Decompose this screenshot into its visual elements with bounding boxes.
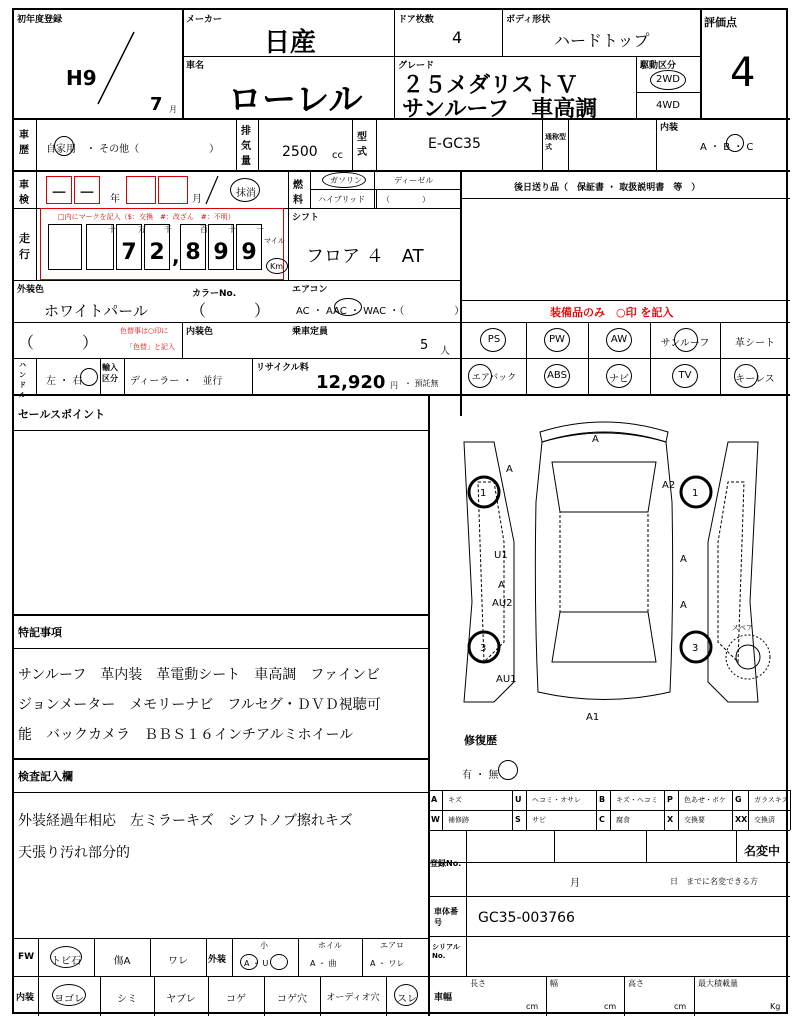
capacity-label: 乗車定員 [292, 327, 329, 337]
exterior-color-label: 外装色 [17, 285, 45, 295]
mark-right-a-3: A [680, 600, 687, 611]
score-label: 評価点 [704, 16, 737, 29]
handle-label: ハンドル [19, 361, 26, 399]
legend-text: ガラスキズ [754, 796, 789, 804]
int-dirt: ヨゴレ [54, 994, 84, 1005]
legend-code: S [515, 815, 521, 824]
history-circle [54, 136, 74, 156]
unit-mark-6: 一 [256, 225, 264, 234]
inspector-label: 検査記入欄 [18, 770, 73, 783]
repair-options: 有 ・ 無 [462, 770, 499, 781]
mileage-label: 走行 [19, 232, 30, 261]
erased-text: 抹消 [236, 188, 256, 199]
legend-code: W [431, 815, 440, 824]
equip-navi-circle [606, 364, 632, 388]
name-change: 名変中 [744, 844, 781, 858]
capacity-unit: 人 [440, 346, 450, 357]
int-tear: ヤブレ [166, 994, 196, 1005]
car-diagram [434, 402, 788, 722]
legend-code: XX [735, 815, 748, 824]
equip-aw: AW [610, 334, 628, 345]
equip-abs-circle [544, 364, 570, 388]
km-circle [266, 258, 288, 274]
int-wear-circle [394, 984, 418, 1006]
first-reg-month: 7 [150, 94, 163, 115]
equip-pw-circle [544, 328, 570, 352]
equip-sunroof-circle [674, 328, 698, 352]
body-label: ボディ形状 [506, 15, 551, 25]
special-line2: ジョンメーター メモリーナビ フルセグ・ＤＶＤ視聴可 [18, 697, 381, 713]
fw-chip-circle [50, 946, 82, 968]
equip-keyless-circle [734, 364, 758, 388]
special-line1: サンルーフ 革内装 革電動シート 車高調 ファインビ [18, 667, 380, 683]
unit-mark-3: 千 [164, 225, 172, 234]
int-burn-hole: コゲ穴 [277, 994, 307, 1005]
legend-code: B [599, 795, 606, 804]
small-label: 小 [260, 941, 268, 950]
mark-rear-a1: A1 [586, 712, 600, 722]
equip-keyless: キーレス [735, 374, 775, 385]
fuel-diesel: ディーゼル [394, 176, 434, 185]
load-unit: Kg [770, 1002, 781, 1011]
import-value: ディーラー ・ 並行 [130, 376, 223, 387]
fuel-other: （ ） [382, 195, 430, 204]
int-burn: コゲ [226, 994, 246, 1005]
interior-label: 内装 [660, 123, 679, 133]
reg-month-unit: 月 [570, 878, 580, 889]
legend-code: U [515, 795, 522, 804]
recycle-label: リサイクル料 [256, 363, 309, 373]
small-opts: A ・ U [244, 959, 269, 968]
legend-text: 交換要 [684, 816, 705, 824]
max-load-label: 最大積載量 [698, 979, 738, 988]
equip-aw-circle [606, 328, 632, 352]
legend-text: キズ [448, 796, 462, 804]
legend-code: P [667, 795, 673, 804]
erased-circle [230, 178, 260, 202]
inspection-dash2: － [79, 183, 96, 202]
mileage-comma: , [172, 244, 180, 268]
legend-text: 腐食 [616, 816, 630, 824]
dims-label: 車幅 [434, 993, 453, 1003]
handle-value: 左 ・ 右 [46, 376, 83, 387]
fw-item-chip: トビ石 [51, 956, 81, 967]
docs-label: 後日送り品（ 保証書 ・ 取扱説明書 等 ） [514, 183, 701, 193]
equip-airbag-circle [468, 364, 492, 388]
mileage-digit-3: 8 [180, 224, 206, 270]
shift-value: フロア ４ AT [306, 246, 424, 267]
inspector-line2: 天張り汚れ部分的 [18, 845, 130, 861]
ac-label: エアコン [292, 285, 328, 295]
repaint-note-2: 「色替」と記入 [126, 343, 175, 351]
mark-left-a: A [506, 464, 513, 475]
model-label: 型式 [357, 132, 367, 158]
legend-text: 色あせ・ボケ [684, 796, 726, 804]
color-no-label: カラーNo. [192, 289, 237, 299]
fuel-hybrid: ハイブリッド [318, 195, 366, 204]
fuel-gasoline: ガソリン [330, 176, 362, 185]
int-dirt-circle [52, 984, 86, 1006]
vin-label: 車体番号 [434, 907, 458, 927]
aero-label: エアロ [380, 941, 404, 950]
shift-label: シフト [292, 213, 320, 223]
drive-2wd-circle [650, 70, 686, 90]
exterior-small-label: 外装 [208, 955, 227, 965]
height-label: 高さ [628, 979, 644, 988]
width-unit: cm [604, 1002, 617, 1011]
fw-item-crack: ワレ [168, 956, 188, 967]
legend-code: A [431, 795, 438, 804]
displacement-unit: cc [332, 150, 343, 161]
inspection-box-3 [126, 176, 156, 204]
interior-grades: A ・ B ・ C [700, 142, 754, 153]
drive-label: 駆動区分 [640, 61, 677, 71]
capacity-value: 5 [420, 338, 429, 353]
aero-opts: A ・ ワレ [370, 959, 405, 968]
maker-label: メーカー [186, 15, 222, 25]
legend-text: サビ [532, 816, 546, 824]
ac-circle [334, 298, 362, 316]
recycle-deposit: ・ 預託無 [404, 379, 439, 388]
inspection-label: 車検 [19, 180, 29, 206]
grade-line2: サンルーフ 車高調 [402, 97, 598, 122]
auction-sheet [12, 8, 788, 1014]
unit-mark-1: 十 [108, 225, 116, 234]
car-name-label: 車名 [186, 61, 205, 71]
length-label: 長さ [470, 979, 486, 988]
slash-mark [92, 28, 142, 108]
unit-mark-2: 万 [138, 225, 146, 234]
int-stain: シミ [117, 994, 137, 1005]
interior-grade-circle [726, 134, 744, 152]
legend-code: G [735, 795, 742, 804]
equip-navi: ナビ [609, 374, 629, 385]
width-label: 幅 [550, 979, 558, 988]
repair-label: 修復歴 [464, 734, 497, 747]
fuel-label: 燃料 [293, 180, 303, 206]
history-label: 車歴 [19, 130, 29, 156]
repair-circle [498, 760, 518, 780]
mileage-digit-4: 9 [208, 224, 234, 270]
length-unit: cm [526, 1002, 539, 1011]
legend-text: ヘコミ・オサレ [532, 796, 581, 804]
legend-code: X [667, 815, 674, 824]
body-value: ハードトップ [554, 31, 650, 50]
maker-value: 日産 [264, 28, 317, 58]
legend-text: 交換済 [754, 816, 775, 824]
color-no-paren: （ ） [190, 301, 271, 320]
mileage-digit-2: 2 [144, 224, 170, 270]
equip-tv: TV [678, 370, 692, 381]
unit-mark-4: 百 [200, 225, 208, 234]
car-name-value: ローレル [228, 80, 363, 120]
drive-4wd: 4WD [656, 100, 680, 111]
vin-value: GC35-003766 [478, 910, 575, 926]
mark-au1: AU1 [496, 674, 517, 685]
equip-airbag: エアバック [471, 373, 517, 383]
score-value: 4 [730, 50, 756, 96]
exterior-color-value: ホワイトパール [44, 302, 148, 320]
inspection-slash [202, 174, 222, 206]
month-unit: 月 [192, 194, 202, 205]
history-value: 自家用 ・ その他（ ） [46, 144, 220, 155]
recycle-unit: 円 [390, 381, 398, 390]
inspection-dash1: － [51, 183, 68, 202]
drive-2wd: 2WD [656, 74, 680, 85]
displacement-value: 2500 [282, 144, 318, 160]
year-unit: 年 [110, 194, 120, 205]
mile-label: マイル [264, 237, 285, 245]
first-reg-month-unit: 月 [169, 105, 177, 114]
int-wear: スレ [397, 994, 417, 1005]
reg-no-label: 登録No. [430, 859, 462, 868]
small-a-circle [240, 954, 258, 970]
mark-front-a: A [592, 434, 599, 445]
equip-leather: 革シート [735, 338, 775, 349]
special-label: 特記事項 [18, 626, 62, 639]
handle-circle [80, 368, 98, 386]
mark-u1: U1 [494, 550, 508, 561]
int-audio-hole: オーディオ穴 [326, 993, 380, 1003]
fw-item-scratch: 傷A [113, 956, 131, 967]
wheel-opts: A ・ 曲 [310, 959, 337, 968]
equip-abs: ABS [547, 370, 567, 381]
mark-wheel-3: 3 [480, 643, 487, 654]
grade-line1: ２５メダリストＶ [402, 73, 578, 98]
model-value: E-GC35 [428, 136, 481, 152]
equipment-title: 装備品のみ ○印 を記入 [550, 306, 674, 319]
repaint-note-1: 色替事は○印に [120, 327, 169, 335]
mark-wheel-1: 1 [480, 488, 487, 499]
mark-wheel-2: 1 [692, 488, 699, 499]
recycle-value: 12,920 [316, 372, 386, 393]
legend-text: 補修跡 [448, 816, 469, 824]
first-reg-era: H9 [66, 66, 97, 90]
first-reg-label: 初年度登録 [17, 15, 63, 25]
mark-wheel-4: 3 [692, 643, 699, 654]
serial-label: シリアルNo. [432, 943, 460, 960]
interior-bottom-label: 内装 [16, 993, 35, 1003]
doors-label: ドア枚数 [398, 15, 434, 25]
mark-au2: AU2 [492, 598, 513, 609]
grade-label: グレード [398, 61, 435, 71]
inspector-line1: 外装経過年相応 左ミラーキズ シフトノブ擦れキズ [18, 813, 353, 829]
paren-row4: （ ） [18, 333, 99, 352]
mark-right-a-2: A [680, 554, 687, 565]
mileage-digit-1: 7 [116, 224, 142, 270]
displacement-label: 排気量 [241, 126, 251, 167]
mileage-blank-digit [48, 224, 82, 270]
km-label: Km [270, 262, 284, 271]
sales-points-label: セールスポイント [18, 408, 106, 421]
fw-label: FW [18, 952, 35, 962]
equip-ps: PS [487, 334, 501, 345]
legend-text: キズ・ヘコミ [616, 796, 658, 804]
unit-mark-5: 十 [228, 225, 236, 234]
interior-color-label: 内装色 [186, 327, 214, 337]
ac-options: AC ・ AAC ・ WAC ・（ ） [296, 306, 465, 317]
equip-tv-circle [672, 364, 698, 388]
equip-ps-circle [480, 328, 506, 352]
mileage-digit-5: 9 [236, 224, 262, 270]
mark-right-a2: A2 [662, 480, 676, 491]
inspection-box-4 [158, 176, 188, 204]
height-unit: cm [674, 1002, 687, 1011]
mark-left-a-2: A [498, 580, 505, 591]
wheel-label: ホイル [318, 941, 342, 950]
small-u-circle [270, 954, 288, 970]
import-label: 輸入区分 [102, 363, 118, 383]
equip-pw: PW [549, 334, 565, 345]
common-model-label: 通称型式 [545, 133, 566, 151]
mileage-note: □内にマークを記入（$：交換 #：改ざん #：不明） [58, 213, 235, 221]
legend-code: C [599, 815, 605, 824]
equip-sunroof: サンルーフ [660, 338, 710, 349]
spare-label: スペア [732, 624, 753, 632]
fuel-circle [322, 172, 366, 188]
reg-day-text: 日 までに名変できる方 [670, 877, 758, 886]
doors-value: 4 [452, 28, 463, 47]
special-line3: 能 バックカメラ ＢＢＳ１６インチアルミホイール [18, 727, 354, 743]
